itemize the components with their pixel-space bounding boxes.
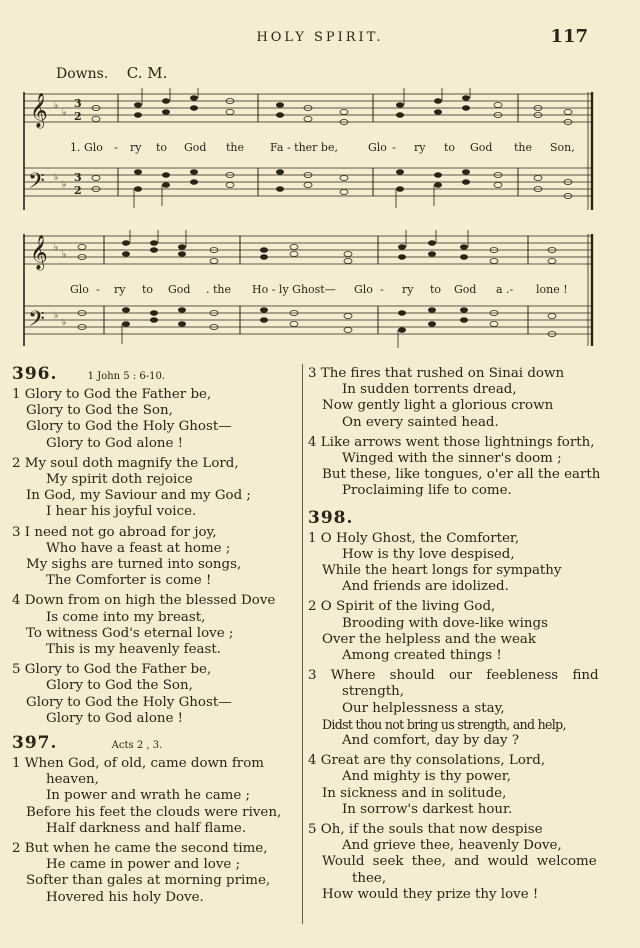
hymn-number: 397. [12, 733, 58, 754]
verse-line: Over the helpless and the weak [322, 631, 537, 647]
svg-text:♭: ♭ [54, 311, 59, 321]
verse-line: Hovered his holy Dove. [46, 889, 204, 905]
verse-line: 2 But when he came the second time, [12, 841, 268, 857]
hymn-396-heading [12, 366, 298, 387]
verse-line: 1 When God, of old, came down from [12, 756, 264, 772]
verse-line: Before his feet the clouds were riven, [26, 804, 282, 820]
hymn-number: 396. [12, 364, 58, 384]
svg-text:𝄢: 𝄢 [28, 307, 45, 337]
verse-line: Proclaiming life to come. [342, 483, 512, 499]
svg-text:𝄞: 𝄞 [30, 93, 48, 128]
verse-line: On every sainted head. [342, 414, 499, 430]
verse-line: Glory to God the Son, [46, 678, 193, 694]
running-header: HOLY SPIRIT. [256, 30, 384, 45]
verse-line: While the heart longs for sympathy [322, 563, 562, 579]
verse-line: The Comforter is come ! [46, 573, 212, 589]
verse-line: Among created things ! [342, 648, 502, 664]
verse-line: Glory to God alone ! [46, 435, 184, 451]
left-column [12, 366, 298, 910]
verse-line: Who have a feast at home ; [46, 540, 231, 556]
svg-text:𝄞: 𝄞 [30, 235, 48, 270]
verse-line: How would they prize thy love ! [322, 886, 539, 902]
svg-text:3: 3 [74, 97, 82, 110]
svg-text:2: 2 [74, 110, 82, 123]
stanza [308, 434, 601, 500]
verse-line: thee, [352, 870, 387, 886]
column-divider [302, 364, 303, 924]
verse-line: Now gently light a glorious crown [322, 398, 554, 414]
svg-text:♭: ♭ [62, 318, 67, 328]
verse-line: In sickness and in solitude, [322, 785, 507, 801]
svg-text:♭: ♭ [54, 173, 59, 183]
tune-heading [56, 64, 167, 82]
svg-text:♭: ♭ [62, 108, 67, 118]
verse-line: And comfort, day by day ? [342, 733, 520, 749]
stanza [12, 593, 298, 658]
verse-line: I hear his joyful voice. [46, 504, 197, 520]
verse-line: This is my heavenly feast. [46, 642, 222, 658]
stanza [308, 753, 598, 818]
stanza [12, 662, 298, 727]
verse-line: 5 Oh, if the souls that now despise [308, 822, 543, 838]
verse-line: Would seek thee, and would welcome [322, 854, 597, 870]
verse-line: Glory to God the Son, [26, 403, 173, 419]
verse-line: 3 The fires that rushed on Sinai down [308, 366, 565, 381]
verse-line: Softer than gales at morning prime, [26, 873, 271, 889]
svg-text:3: 3 [74, 171, 82, 184]
verse-line: My spirit doth rejoice [46, 472, 193, 488]
svg-text:2: 2 [74, 184, 82, 197]
verse-line: Our helplessness a stay, [342, 700, 505, 716]
verse-line: But these, like tongues, o'er all the earth [322, 467, 601, 483]
verse-line: How is thy love despised, [342, 546, 515, 562]
verse-line: He came in power and love ; [46, 857, 241, 873]
verse-line: 2 My soul doth magnify the Lord, [12, 455, 239, 471]
verse-line: Half darkness and half flame. [46, 820, 247, 836]
svg-text:♭: ♭ [62, 250, 67, 260]
stanza [12, 456, 298, 521]
stanza [12, 756, 298, 837]
verse-line: 4 Like arrows went those lightnings forth, [308, 434, 595, 450]
stanza [308, 531, 598, 596]
verse-line: strength, [342, 684, 405, 700]
verse-line: 3 Where should our feebleness find [308, 668, 599, 684]
verse-line: In sorrow's darkest hour. [342, 801, 513, 817]
stanza [308, 668, 598, 749]
svg-text:𝄢: 𝄢 [28, 169, 45, 199]
verse-line: 4 Down from on high the blessed Dove [12, 593, 276, 609]
verse-line: Glory to God alone ! [46, 710, 184, 726]
verse-line: 3 I need not go abroad for joy, [12, 524, 217, 540]
stanza [308, 822, 598, 903]
verse-line: In sudden torrents dread, [342, 382, 517, 398]
verse-line: And friends are idolized. [342, 579, 509, 595]
verse-line: Glory to God the Holy Ghost— [26, 694, 232, 710]
svg-text:♭: ♭ [54, 101, 59, 111]
verse-line: 1 Glory to God the Father be, [12, 387, 212, 402]
verse-line: In God, my Saviour and my God ; [26, 488, 251, 504]
verse-line: To witness God's eternal love ; [26, 625, 234, 641]
verse-line: Is come into my breast, [46, 609, 206, 625]
page-number: 117 [550, 26, 588, 47]
verse-line: In power and wrath he came ; [46, 788, 251, 804]
tune-name: Downs. [56, 66, 109, 82]
hymn-number: 398. [308, 507, 354, 528]
tune-meter: C. M. [126, 64, 168, 82]
verse-line: 5 Glory to God the Father be, [12, 662, 212, 678]
verse-line: My sighs are turned into songs, [26, 557, 242, 573]
verse-line: 1 O Holy Ghost, the Comforter, [308, 530, 520, 546]
stanza [12, 841, 298, 906]
stanza [308, 599, 598, 664]
svg-text:♭: ♭ [62, 180, 67, 190]
verse-line: Glory to God the Holy Ghost— [26, 419, 232, 435]
scripture-reference: Acts 2 , 3. [111, 740, 163, 752]
verse-line: And grieve thee, heavenly Dove, [342, 838, 562, 854]
verse-line: And mighty is thy power, [342, 769, 511, 785]
stanza [12, 387, 298, 452]
hymn-398-heading [308, 507, 598, 531]
right-column [308, 366, 601, 907]
stanza [308, 366, 598, 431]
scripture-reference: 1 John 5 : 6-10. [87, 371, 166, 382]
verse-line: 4 Great are thy consolations, Lord, [308, 753, 546, 769]
svg-text:♭: ♭ [54, 243, 59, 253]
verse-line: heaven, [46, 772, 99, 788]
stanza [12, 525, 298, 590]
verse-line: Didst thou not bring us strength, and help, [322, 716, 566, 732]
verse-line: 2 O Spirit of the living God, [308, 599, 496, 615]
verse-line: Brooding with dove-like wings [342, 615, 548, 631]
verse-line: Winged with the sinner's doom ; [342, 451, 562, 467]
hymn-397-heading [12, 735, 298, 756]
